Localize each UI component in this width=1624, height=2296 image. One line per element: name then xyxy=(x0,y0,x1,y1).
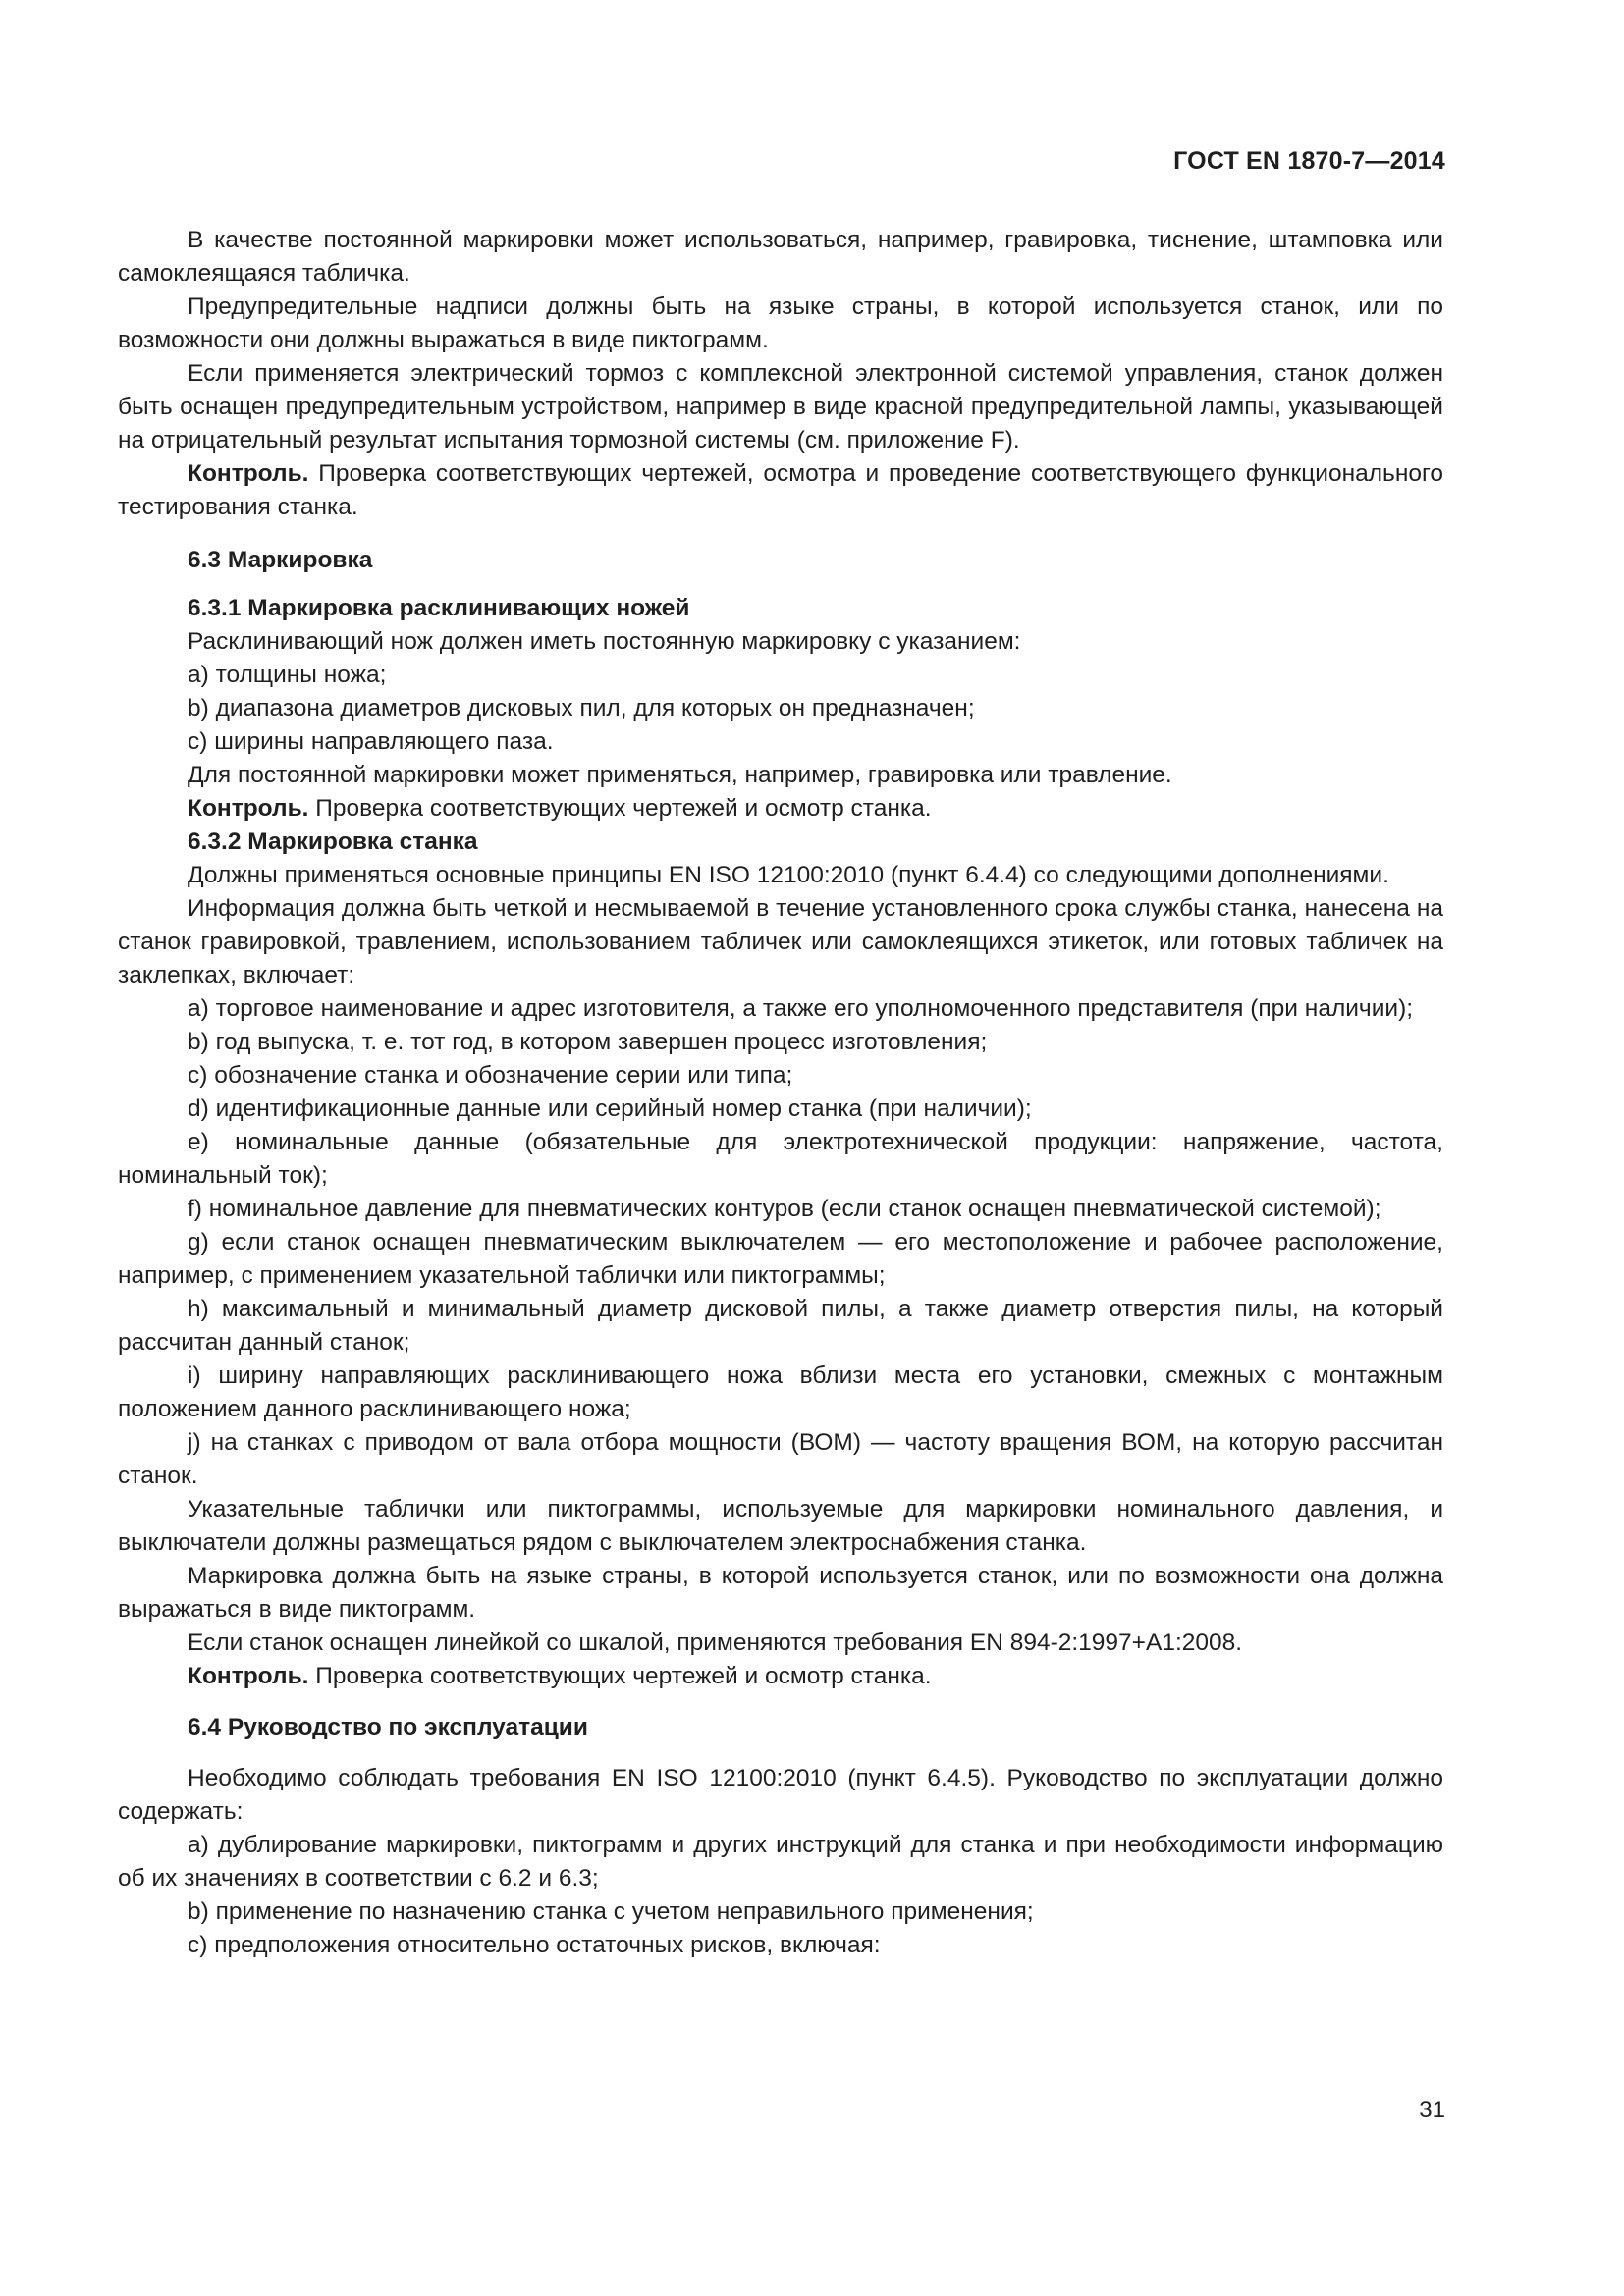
section-heading-6-3: 6.3 Маркировка xyxy=(188,547,373,573)
list-item: i) ширину направляющих расклинивающего ножа вблизи места его установки, смежных с монтажным положением данного расклинивающего ножа; xyxy=(118,1362,1443,1422)
list-item: b) диапазона диаметров дисковых пил, для которых он предназначен; xyxy=(188,695,975,721)
list-item: c) предположения относительно остаточных рисков, включая: xyxy=(188,1932,881,1958)
paragraph: Для постоянной маркировки может применяться, например, гравировка или травление. xyxy=(188,762,1172,788)
paragraph: Указательные таблички или пиктограммы, используемые для маркировки номинального давления, и выключатели должны размещаться рядом с выключателем электроснабжения станка. xyxy=(118,1496,1443,1556)
list-item: a) толщины ножа; xyxy=(188,662,387,688)
list-item: b) применение по назначению станка с учетом неправильного применения; xyxy=(188,1898,1034,1925)
control-text: Проверка соответствующих чертежей и осмотр станка. xyxy=(308,1663,932,1689)
document-body xyxy=(118,224,1443,1962)
subsection-heading-6-3-2: 6.3.2 Маркировка станка xyxy=(188,828,478,855)
control-text: Проверка соответствующих чертежей, осмотра и проведение соответствующего функционального тестирования станка. xyxy=(118,460,1443,520)
document-header: ГОСТ EN 1870-7—2014 xyxy=(1173,147,1445,175)
list-item: c) ширины направляющего паза. xyxy=(188,728,554,755)
list-item: g) если станок оснащен пневматическим выключателем — его местоположение и рабочее расположение, например, с применением указательной таблички или пиктограммы; xyxy=(118,1229,1443,1289)
list-item: d) идентификационные данные или серийный номер станка (при наличии); xyxy=(188,1095,1032,1122)
paragraph: Необходимо соблюдать требования EN ISO 12100:2010 (пункт 6.4.5). Руководство по эксплуатации должно содержать: xyxy=(118,1765,1443,1825)
paragraph: Предупредительные надписи должны быть на языке страны, в которой используется станок, или по возможности они должны выражаться в виде пиктограмм. xyxy=(118,294,1443,353)
paragraph: Если станок оснащен линейкой со шкалой, применяются требования EN 894-2:1997+A1:2008. xyxy=(188,1629,1243,1656)
section-heading-6-4: 6.4 Руководство по эксплуатации xyxy=(188,1714,588,1740)
control-label: Контроль. xyxy=(188,460,309,487)
control-label: Контроль. xyxy=(188,1663,309,1689)
paragraph: Маркировка должна быть на языке страны, в которой используется станок, или по возможности она должна выражаться в виде пиктограмм. xyxy=(118,1563,1443,1623)
list-item: c) обозначение станка и обозначение серии или типа; xyxy=(188,1062,793,1089)
list-item: b) год выпуска, т. е. тот год, в котором завершен процесс изготовления; xyxy=(188,1029,988,1055)
paragraph: Расклинивающий нож должен иметь постоянную маркировку с указанием: xyxy=(188,628,1021,655)
control-label: Контроль. xyxy=(188,795,309,822)
page-number: 31 xyxy=(1419,2097,1445,2123)
paragraph: Должны применяться основные принципы EN ISO 12100:2010 (пункт 6.4.4) со следующими дополнениями. xyxy=(188,862,1389,888)
list-item: a) дублирование маркировки, пиктограмм и других инструкций для станка и при необходимости информацию об их значениях в соответствии с 6.2 и 6.3; xyxy=(118,1832,1443,1892)
control-paragraph xyxy=(118,1660,1443,1693)
paragraph: Если применяется электрический тормоз с комплексной электронной системой управления, станок должен быть оснащен предупредительным устройством, например в виде красной предупредительной лампы, указывающей на отрицательный результат испытания тормозной системы (см. приложение F). xyxy=(118,360,1443,454)
control-paragraph xyxy=(118,457,1443,524)
paragraph: В качестве постоянной маркировки может использоваться, например, гравировка, тиснение, штамповка или самоклеящаяся табличка. xyxy=(118,227,1443,287)
paragraph: Информация должна быть четкой и несмываемой в течение установленного срока службы станка, нанесена на станок гравировкой, травлением, использованием табличек или самоклеящихся этикеток, или готовых табличек на заклепках, включает: xyxy=(118,895,1443,988)
list-item: f) номинальное давление для пневматических контуров (если станок оснащен пневматической системой); xyxy=(188,1196,1381,1222)
list-item: a) торговое наименование и адрес изготовителя, а также его уполномоченного представителя (при наличии); xyxy=(188,995,1414,1022)
list-item: e) номинальные данные (обязательные для электротехнической продукции: напряжение, частота, номинальный ток); xyxy=(118,1129,1443,1189)
control-text: Проверка соответствующих чертежей и осмотр станка. xyxy=(308,795,932,822)
list-item: j) на станках с приводом от вала отбора мощности (ВОМ) — частоту вращения ВОМ, на которую рассчитан станок. xyxy=(118,1429,1443,1489)
list-item: h) максимальный и минимальный диаметр дисковой пилы, а также диаметр отверстия пилы, на который рассчитан данный станок; xyxy=(118,1296,1443,1356)
control-paragraph xyxy=(118,792,1443,826)
subsection-heading-6-3-1: 6.3.1 Маркировка расклинивающих ножей xyxy=(188,595,690,621)
